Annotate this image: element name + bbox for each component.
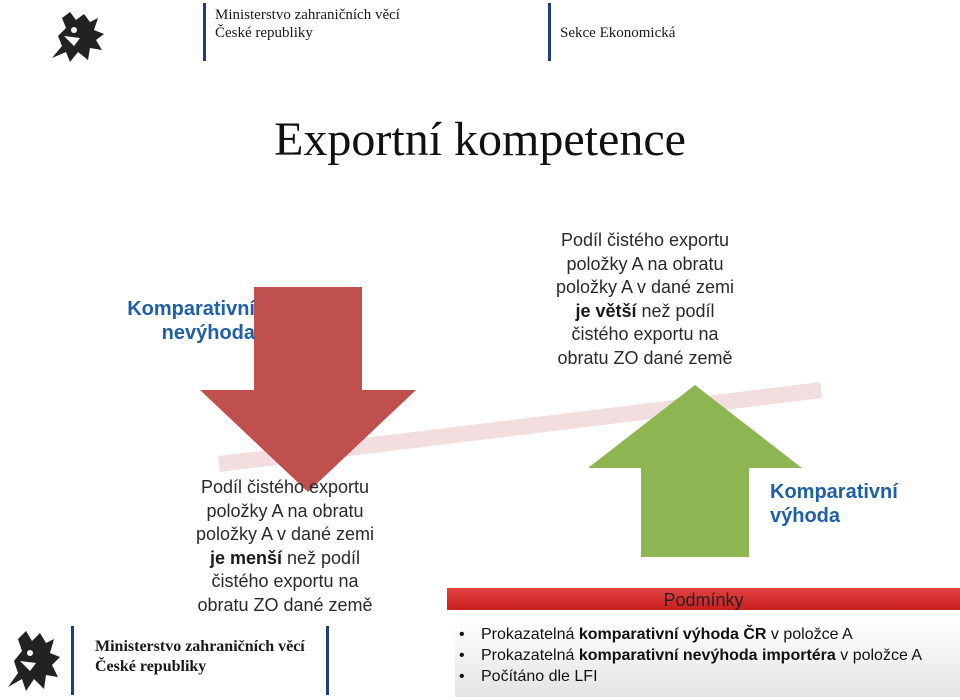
footer-coat-of-arms-logo [2, 625, 64, 695]
disadvantage-label: Komparativní nevýhoda [127, 298, 255, 344]
header-ministry-line2: České republiky [215, 25, 313, 41]
advantage-label: Komparativní výhoda [770, 481, 898, 527]
conditions-header: Podmínky [447, 588, 960, 610]
page-title: Exportní kompetence [274, 113, 686, 166]
disadvantage-description: Podíl čistého exportu položky A na obratu položky A v dané zemi je menší než podíl čistého exportu na obratu ZO dané země [195, 477, 375, 615]
condition-item: • Počítáno dle LFI [481, 666, 960, 687]
header-ministry-line1: Ministerstvo zahraničních věcí [215, 7, 400, 23]
condition-item: • Prokazatelná komparativní výhoda ČR v položce A [481, 624, 960, 645]
header-section: Sekce Ekonomická [560, 25, 676, 41]
footer-divider-right [326, 626, 329, 695]
footer-divider-left [71, 626, 74, 695]
condition-item: • Prokazatelná komparativní nevýhoda importéra v položce A [481, 645, 960, 666]
footer-ministry-line2: České republiky [95, 658, 207, 675]
advantage-description: Podíl čistého exportu položky A na obratu položky A v dané zemi je větší než podíl čistého exportu na obratu ZO dané země [555, 230, 735, 368]
conditions-list [455, 620, 960, 697]
footer-ministry-line1: Ministerstvo zahraničních věcí [95, 638, 305, 655]
